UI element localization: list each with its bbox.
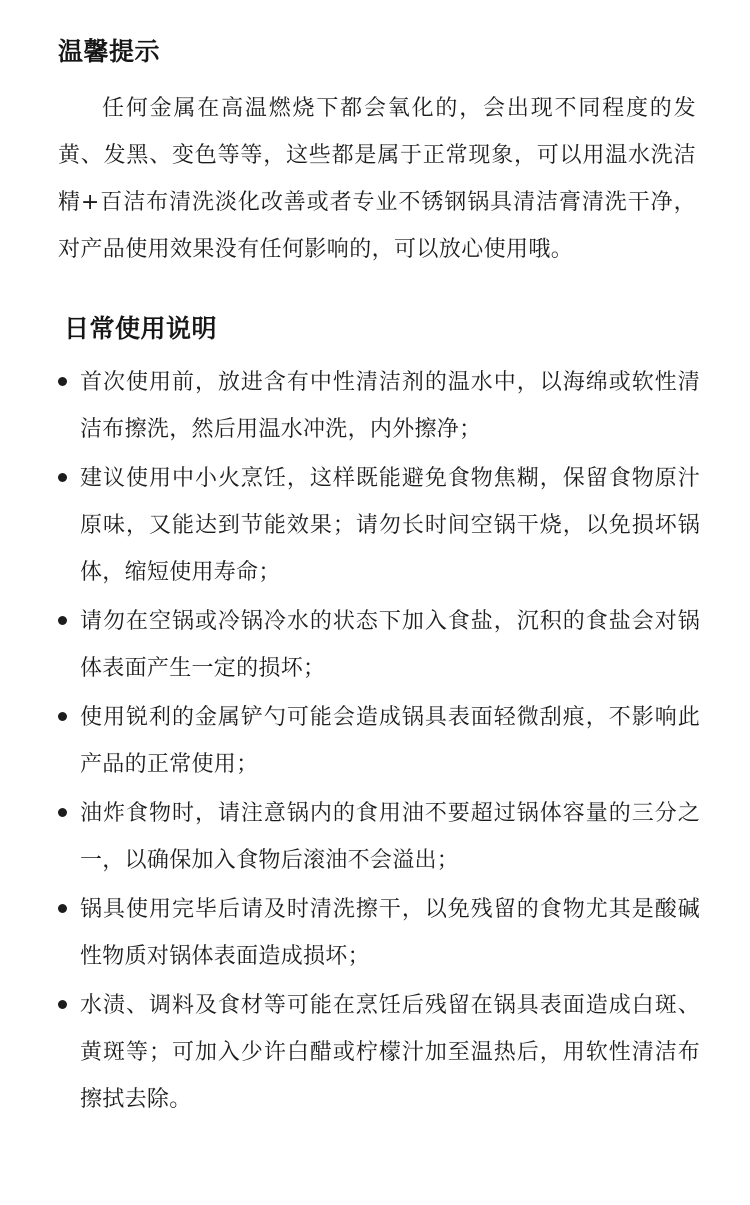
bullet-dot-icon [58,377,67,386]
daily-usage-list [58,359,700,1123]
section-warm-tips [58,30,700,273]
list-item [58,790,700,884]
list-item-text: 请勿在空锅或冷锅冷水的状态下加入食盐，沉积的食盐会对锅体表面产生一定的损坏； [80,609,700,681]
list-item [58,886,700,980]
bullet-dot-icon [58,1000,67,1009]
list-item-text: 首次使用前，放进含有中性清洁剂的温水中，以海绵或软性清洁布擦洗，然后用温水冲洗，内外擦净； [80,370,700,442]
list-item [58,598,700,692]
list-item-text: 使用锐利的金属铲勺可能会造成锅具表面轻微刮痕，不影响此产品的正常使用； [80,705,700,777]
list-item-text: 建议使用中小火烹饪，这样既能避免食物焦糊，保留食物原汁原味，又能达到节能效果；请勿长时间空锅干烧，以免损坏锅体，缩短使用寿命； [80,466,700,585]
bullet-dot-icon [58,473,67,482]
list-item [58,982,700,1123]
list-item [58,359,700,453]
bullet-dot-icon [58,808,67,817]
bullet-dot-icon [58,712,67,721]
section-title-daily-usage: 日常使用说明 [64,313,218,343]
list-item [58,694,700,788]
warm-tips-paragraph: 任何金属在高温燃烧下都会氧化的，会出现不同程度的发黄、发黑、变色等等，这些都是属于正常现象，可以用温水洗洁精+百洁布清洗淡化改善或者专业不锈钢锅具清洁膏清洗干净，对产品使用效果没有任何影响的，可以放心使用哦。 [58,95,696,262]
list-item-text: 锅具使用完毕后请及时清洗擦干，以免残留的食物尤其是酸碱性物质对锅体表面造成损坏； [80,897,700,969]
list-item-text: 水渍、调料及食材等可能在烹饪后残留在锅具表面造成白斑、黄斑等；可加入少许白醋或柠檬汁加至温热后，用软性清洁布擦拭去除。 [80,993,700,1112]
list-item [58,455,700,596]
bullet-dot-icon [58,616,67,625]
bullet-dot-icon [58,904,67,913]
section-daily-usage [58,273,700,1124]
list-item-text: 油炸食物时，请注意锅内的食用油不要超过锅体容量的三分之一，以确保加入食物后滚油不会溢出； [80,801,700,873]
section-title-warm-tips: 温馨提示 [58,37,161,66]
